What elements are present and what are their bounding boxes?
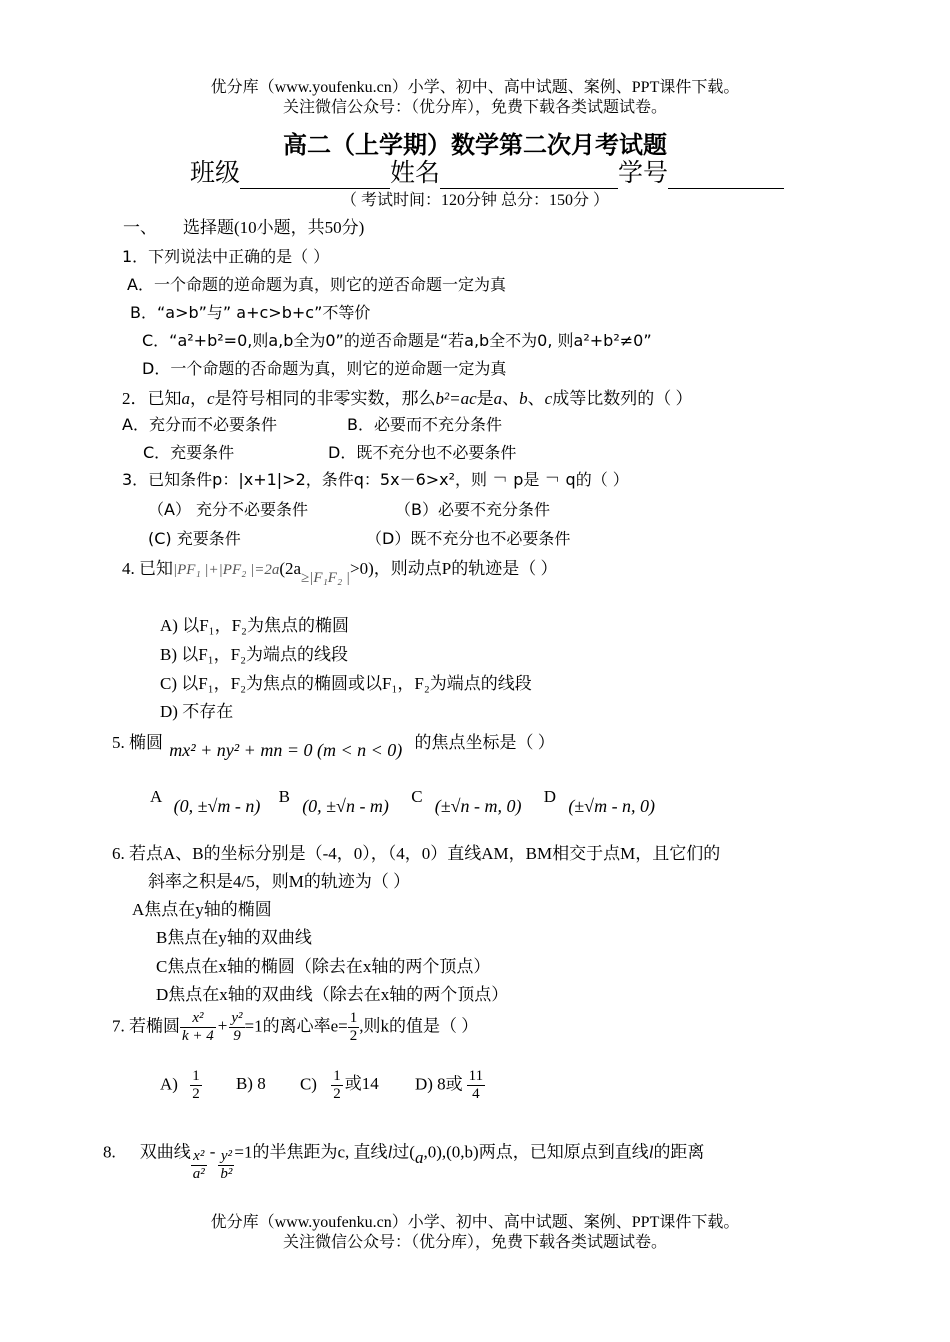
q3-option-c: (C) 充要条件 <box>148 529 241 548</box>
q7-equals: =1 <box>244 1016 263 1036</box>
q5-option-c-label: C <box>411 787 423 806</box>
name-field[interactable] <box>440 164 618 189</box>
q7-fraction-x <box>180 1010 216 1045</box>
q7-frac-x-den: k + 4 <box>182 1028 214 1044</box>
q7-stem-post: ,则k的值是（ ） <box>359 1016 479 1036</box>
header-line-1: 优分库（www.youfenku.cn）小学、初中、高中试题、案例、PPT课件下载。 <box>210 79 740 96</box>
q6-option-c: C焦点在x轴的椭圆（除去在x轴的两个顶点） <box>156 957 491 976</box>
q7-option-c-den: 2 <box>333 1086 341 1102</box>
class-label: 班级 <box>190 160 241 187</box>
q7-stem-pre: 7. 若椭圆 <box>112 1016 180 1036</box>
q2-var-a: a <box>181 389 190 408</box>
q5-options <box>150 786 656 816</box>
q7-option-a-label: A) <box>160 1074 178 1094</box>
q6-stem-line-2: 斜率之积是4/5，则M的轨迹为（ ） <box>148 872 411 891</box>
q5-option-c: (±√n - m, 0) <box>434 796 522 816</box>
q7-frac-x-num: x² <box>180 1010 216 1028</box>
q1-option-a: A．一个命题的逆命题为真，则它的逆否命题一定为真 <box>127 275 506 294</box>
q4-option-b: B) 以F₁，F₂为端点的线段 <box>160 645 349 664</box>
q3-option-a: （A） 充分不必要条件 <box>148 500 309 519</box>
q7-option-a-num: 1 <box>192 1068 200 1084</box>
section-heading <box>123 213 364 238</box>
q8-stem-pre: 双曲线 <box>139 1142 191 1162</box>
q8-frac-x-den: a² <box>192 1166 205 1182</box>
q5-option-a-label: A <box>150 787 162 806</box>
q7-option-c-post: 或14 <box>344 1074 379 1094</box>
student-info-row <box>190 153 784 189</box>
q8-stem-mid2: 过( <box>392 1142 415 1162</box>
q5-option-b-label: B <box>278 787 290 806</box>
q3-option-d: （D）既不充分也不必要条件 <box>366 529 571 548</box>
q4-option-d: D) 不存在 <box>160 702 234 721</box>
q7-option-a <box>190 1068 202 1103</box>
q5-stem <box>112 728 555 760</box>
q7-option-d-num: 11 <box>468 1068 484 1084</box>
q2-option-d: D．既不充分也不必要条件 <box>328 443 517 462</box>
q2-sep1: ， <box>190 389 207 408</box>
q2-option-b: B．必要而不充分条件 <box>347 415 502 434</box>
q4-math-1: |PF₁ |+|PF₂ |=2a <box>173 562 280 578</box>
q1-option-b: B．“a>b”与” a+c>b+c”不等价 <box>130 303 371 322</box>
q2-var-b: b <box>519 389 528 408</box>
footer-line-2: 关注微信公众号：（优分库），免费下载各类试题试卷。 <box>282 1234 667 1251</box>
q7-e-num: 1 <box>349 1010 358 1026</box>
q7-stem <box>112 1010 478 1045</box>
footer-line-1: 优分库（www.youfenku.cn）小学、初中、高中试题、案例、PPT课件下载。 <box>210 1214 740 1231</box>
q2-option-c: C．充要条件 <box>143 443 235 462</box>
q8-frac-x-num: x² <box>191 1148 207 1166</box>
q2-var-c2: c <box>544 389 553 408</box>
q7-plus: + <box>217 1016 228 1036</box>
q2-var-c: c <box>207 389 215 408</box>
q8-fraction-x <box>191 1148 207 1183</box>
section-number: 一、 <box>123 218 157 237</box>
number-field[interactable] <box>668 164 784 189</box>
q4-stem-post: >0)，则动点P的轨迹是（ ） <box>350 559 558 578</box>
q5-option-b: (0, ±√n - m) <box>302 796 389 816</box>
section-title: 选择题(10小题，共50分) <box>183 218 365 237</box>
q5-option-a: (0, ±√m - n) <box>173 796 261 816</box>
q4-stem-mid: (2a <box>279 559 302 578</box>
q8-number: 8. <box>103 1142 116 1162</box>
q7-frac-y-den: 9 <box>233 1028 241 1044</box>
q7-option-d-frac <box>467 1068 485 1103</box>
exam-info: （ 考试时间：120分钟 总分：150分 ） <box>340 192 609 209</box>
page-title: 高二（上学期）数学第二次月考试题 <box>283 133 667 159</box>
q2-stem-post: 成等比数列的（ ） <box>552 389 693 408</box>
q8-frac-y-num: y² <box>218 1148 234 1166</box>
header-line-2: 关注微信公众号：（优分库），免费下载各类试题试卷。 <box>282 99 667 116</box>
q8-stem <box>103 1136 705 1182</box>
q6-option-b: B焦点在y轴的双曲线 <box>156 928 312 947</box>
q4-math-2: ≥|F₁F₂ | <box>301 570 351 586</box>
q7-option-c-label: C) <box>299 1074 317 1094</box>
q1-stem: 1．下列说法中正确的是（ ） <box>122 247 330 266</box>
q8-frac-y-den: b² <box>220 1166 233 1182</box>
q2-text2: 是 <box>476 389 494 408</box>
q2-var-a2: a <box>493 389 503 408</box>
q8-minus: - <box>209 1142 216 1162</box>
q7-option-c-num: 1 <box>333 1068 341 1084</box>
q2-stem <box>122 384 692 409</box>
q8-equals: =1 <box>234 1142 253 1162</box>
q2-option-a: A．充分而不必要条件 <box>122 415 277 434</box>
q2-text1: 是符号相同的非零实数，那么 <box>214 389 436 408</box>
q4-stem <box>122 554 558 586</box>
q6-option-a: A焦点在y轴的椭圆 <box>132 900 272 919</box>
q8-fraction-y <box>218 1148 234 1183</box>
q8-a-value: a <box>414 1148 424 1168</box>
q7-option-d-den: 4 <box>472 1086 480 1102</box>
q5-equation: mx² + ny² + mn = 0 (m < n < 0) <box>169 740 403 760</box>
q7-option-d-label: D) 8或 <box>414 1074 463 1094</box>
q1-option-c: C．“a²+b²=0,则a,b全为0”的逆否命题是“若a,b全不为0, 则a²+b²≠0” <box>142 331 652 350</box>
q5-stem-post: 的焦点坐标是（ ） <box>414 733 555 752</box>
q7-option-c-frac <box>331 1068 343 1103</box>
q2-sep3: 、 <box>527 389 545 408</box>
q7-e-fraction <box>348 1010 360 1045</box>
q2-sep2: 、 <box>502 389 520 408</box>
q8-stem-mid: 的半焦距为c, 直线 <box>252 1142 388 1162</box>
q2-stem-pre: 2．已知 <box>122 389 182 408</box>
q4-option-c: C) 以F₁，F₂为焦点的椭圆或以F₁，F₂为端点的线段 <box>160 674 532 693</box>
q8-line-l2: l <box>648 1142 654 1162</box>
number-label: 学号 <box>618 160 669 187</box>
class-field[interactable] <box>240 164 390 189</box>
name-label: 姓名 <box>390 160 441 187</box>
q6-option-d: D焦点在x轴的双曲线（除去在x轴的两个顶点） <box>156 985 509 1004</box>
q7-option-a-den: 2 <box>192 1086 200 1102</box>
q4-option-a: A) 以F₁，F₂为焦点的椭圆 <box>160 616 349 635</box>
q5-option-d: (±√m - n, 0) <box>568 796 656 816</box>
q7-stem-mid: 的离心率e= <box>262 1016 348 1036</box>
q7-e-den: 2 <box>349 1028 358 1044</box>
q5-option-d-label: D <box>543 787 557 806</box>
q7-frac-y-num: y² <box>231 1010 243 1026</box>
q7-option-b: B) 8 <box>235 1074 266 1094</box>
q7-fraction-y <box>229 1010 244 1045</box>
q6-stem-line-1: 6. 若点A、B的坐标分别是（-4，0），（4，0）直线AM，BM相交于点M，且它们的 <box>112 844 721 863</box>
q3-stem: 3．已知条件p：|x+1|>2，条件q：5x－6>x²，则 ￢ p是 ￢ q的（ ） <box>122 470 629 489</box>
q2-equation: b²=ac <box>435 389 477 408</box>
q3-option-b: （B）必要不充分条件 <box>395 500 550 519</box>
q5-stem-pre: 5. 椭圆 <box>112 733 163 752</box>
q7-options <box>160 1068 485 1103</box>
q4-stem-pre: 4. 已知 <box>122 559 173 578</box>
q1-option-d: D．一个命题的否命题为真，则它的逆命题一定为真 <box>142 359 507 378</box>
q8-line-l: l <box>387 1142 393 1162</box>
q8-stem-mid3: ,0),(0,b)两点，已知原点到直线 <box>423 1142 649 1162</box>
q8-stem-post: 的距离 <box>653 1142 705 1162</box>
